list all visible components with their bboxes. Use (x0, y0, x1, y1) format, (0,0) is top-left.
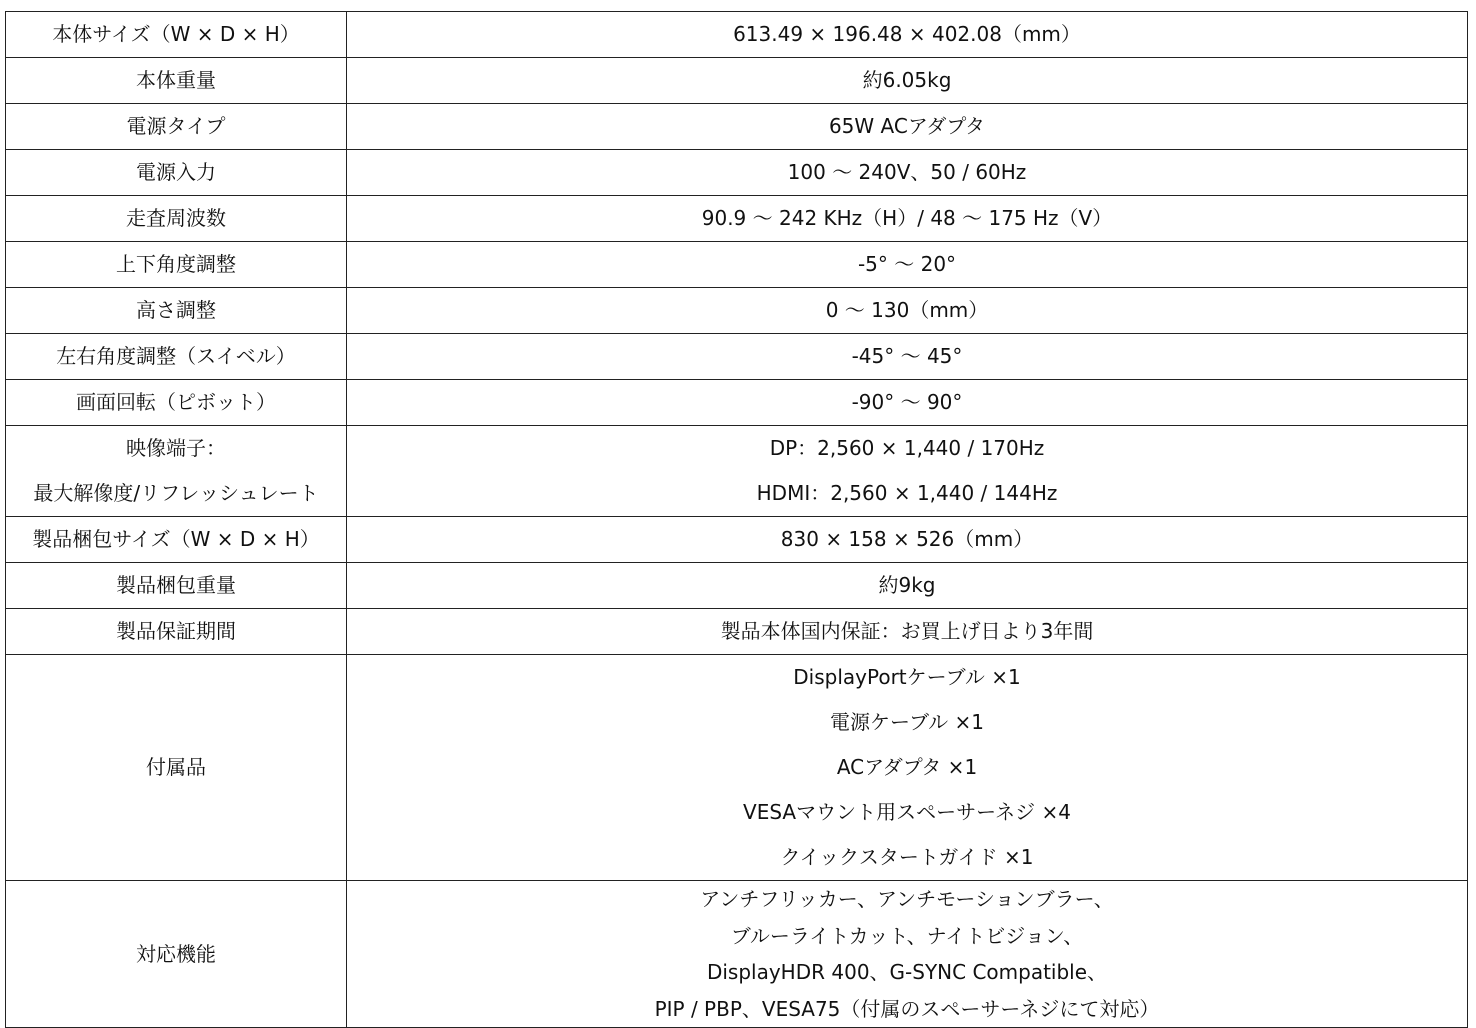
spec-value: 830 × 158 × 526（mm） (347, 517, 1468, 563)
spec-value-line: PIP / PBP、VESA75（付属のスペーサーネジにて対応） (654, 996, 1160, 1021)
spec-value: 90.9 ～ 242 KHz（H）/ 48 ～ 175 Hz（V） (347, 196, 1468, 242)
spec-label-line: 映像端子： (126, 436, 226, 460)
spec-label (6, 426, 347, 517)
spec-value: 約9kg (347, 563, 1468, 609)
spec-label: 画面回転（ピボット） (6, 380, 347, 426)
spec-label: 高さ調整 (6, 288, 347, 334)
table-row (6, 58, 1468, 104)
table-row (6, 12, 1468, 58)
table-row (6, 517, 1468, 563)
spec-value-line: ACアダプタ ×1 (836, 755, 978, 779)
spec-label: 電源タイプ (6, 104, 347, 150)
table-row (6, 655, 1468, 881)
spec-value-line: DisplayHDR 400、G-SYNC Compatible、 (706, 960, 1108, 984)
spec-label: 本体重量 (6, 58, 347, 104)
spec-value-line: 電源ケーブル ×1 (829, 710, 985, 734)
table-row (6, 563, 1468, 609)
table-row (6, 426, 1468, 517)
spec-value (347, 655, 1468, 881)
spec-value: 613.49 × 196.48 × 402.08（mm） (347, 12, 1468, 58)
spec-value-line: ブルーライトカット、ナイトビジョン、 (730, 923, 1084, 948)
table-row (6, 242, 1468, 288)
spec-label: 走査周波数 (6, 196, 347, 242)
spec-value-line: アンチフリッカー、アンチモーションブラー、 (700, 887, 1114, 911)
spec-value: 製品本体国内保証：お買上げ日より3年間 (347, 609, 1468, 655)
table-row (6, 609, 1468, 655)
table-row (6, 104, 1468, 150)
spec-value: 約6.05kg (347, 58, 1468, 104)
spec-value-line: HDMI：2,560 × 1,440 / 144Hz (756, 481, 1058, 505)
spec-value: 65W ACアダプタ (347, 104, 1468, 150)
table-row (6, 150, 1468, 196)
table-row (6, 881, 1468, 1028)
spec-label: 本体サイズ（W × D × H） (6, 12, 347, 58)
spec-label: 製品保証期間 (6, 609, 347, 655)
spec-value: -5° ～ 20° (347, 242, 1468, 288)
spec-label: 付属品 (6, 655, 347, 881)
spec-table (5, 11, 1468, 1028)
table-row (6, 196, 1468, 242)
spec-value-line: クイックスタートガイド ×1 (780, 845, 1034, 869)
spec-value (347, 426, 1468, 517)
spec-value: 100 ～ 240V、50 / 60Hz (347, 150, 1468, 196)
spec-label: 電源入力 (6, 150, 347, 196)
spec-value: -45° ～ 45° (347, 334, 1468, 380)
spec-value-line: VESAマウント用スペーサーネジ ×4 (743, 800, 1071, 824)
spec-value: -90° ～ 90° (347, 380, 1468, 426)
spec-value-line: DP：2,560 × 1,440 / 170Hz (769, 436, 1045, 460)
spec-label: 製品梱包サイズ（W × D × H） (6, 517, 347, 563)
spec-label: 製品梱包重量 (6, 563, 347, 609)
spec-label: 上下角度調整 (6, 242, 347, 288)
spec-label-line: 最大解像度/リフレッシュレート (33, 481, 319, 505)
spec-label: 左右角度調整（スイベル） (6, 334, 347, 380)
spec-value (347, 881, 1468, 1028)
table-row (6, 380, 1468, 426)
spec-label: 対応機能 (6, 881, 347, 1028)
spec-value: 0 ～ 130（mm） (347, 288, 1468, 334)
spec-value-line: DisplayPortケーブル ×1 (793, 665, 1021, 689)
table-row (6, 288, 1468, 334)
table-row (6, 334, 1468, 380)
